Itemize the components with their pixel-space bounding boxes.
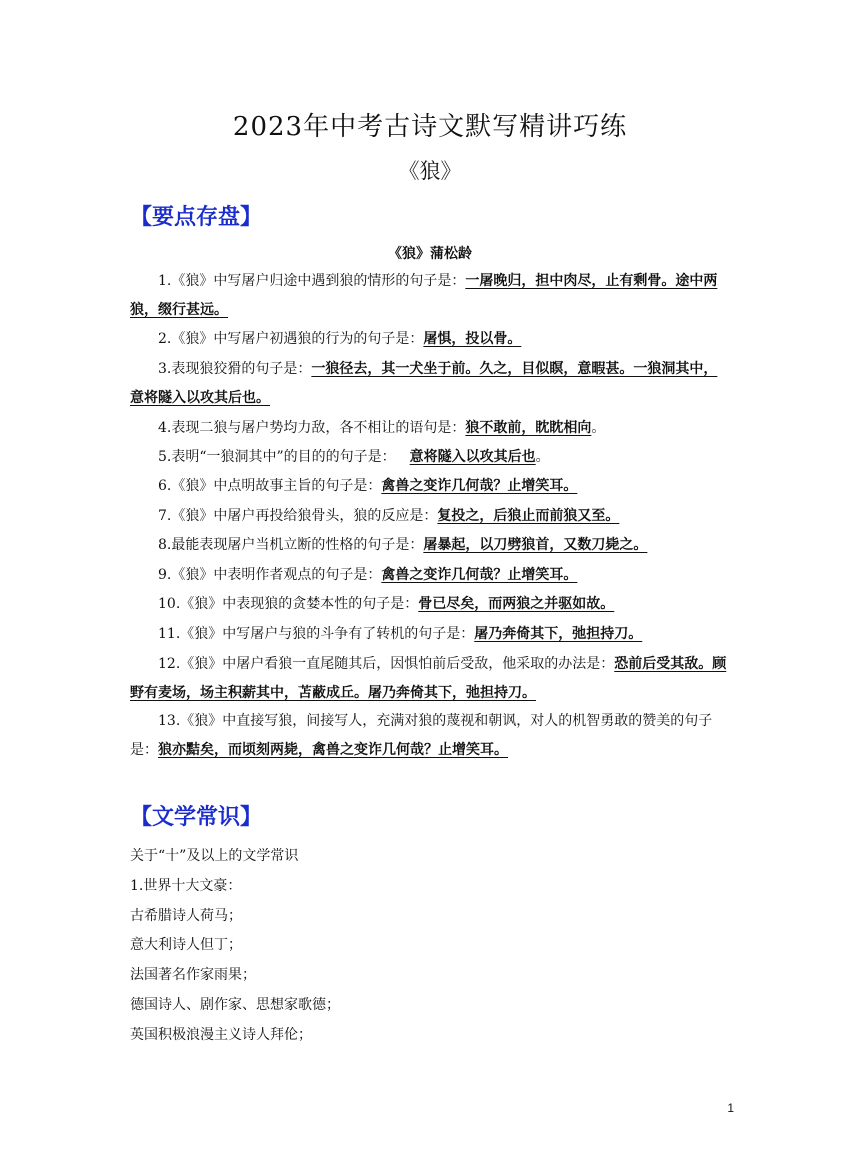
question-item	[130, 650, 730, 708]
question-text: 9.《狼》中表明作者观点的句子是：	[158, 567, 382, 583]
list-item: 英国积极浪漫主义诗人拜伦；	[130, 1026, 312, 1043]
list-item: 1.世界十大文豪：	[130, 877, 242, 894]
answer-text: 狼亦黠矣，而顷刻两毙，禽兽之变诈几何哉？止增笑耳。	[158, 742, 508, 758]
answer-text: 一狼径去，其一犬坐于前。久之，目似瞑，意暇甚。一狼洞其中，意将隧入以攻其后也。	[130, 361, 718, 406]
question-item	[130, 620, 730, 649]
question-item: 5.表明“一狼洞其中”的目的的句子是： 意将隧入以攻其后也。	[158, 449, 550, 465]
question-item: 4.表现二狼与屠户势均力敌，各不相让的语句是：狼不敢前，眈眈相向。	[158, 420, 606, 436]
question-item	[130, 531, 730, 560]
answer-text: 屠乃奔倚其下，弛担持刀。	[474, 626, 643, 642]
question-item	[130, 707, 730, 765]
document-subtitle: 《狼》	[398, 159, 462, 183]
literature-list	[130, 842, 730, 1051]
page-number: 1	[727, 1101, 734, 1115]
question-text: 13.《狼》中直接写狼，间接写人，充满对狼的蔑视和朝讽，对人的机智勇敢的赞美的句子是：	[130, 713, 713, 758]
answer-text: 禽兽之变诈几何哉？止增笑耳。	[381, 567, 578, 583]
answer-text: 屠暴起，以刀劈狼首，又数刀毙之。	[423, 537, 648, 553]
document-title: 2023年中考古诗文默写精讲巧练	[232, 112, 628, 142]
poem-heading: 《狼》蒲松龄	[388, 246, 472, 262]
question-item	[130, 502, 730, 531]
question-text: 3.表现狼狡猾的句子是：	[158, 361, 312, 377]
answer-text: 禽兽之变诈几何哉？止增笑耳。	[381, 478, 578, 494]
list-item: 古希腊诗人荷马；	[130, 907, 242, 924]
question-item	[130, 472, 730, 501]
question-text: 11.《狼》中写屠户与狼的斗争有了转机的句子是：	[158, 626, 475, 642]
question-item	[130, 590, 730, 619]
answer-text: 狼不敢前，眈眈相向	[465, 420, 592, 436]
question-item	[130, 561, 730, 590]
answer-text: 恐前后受其敌。顾野有麦场，场主积薪其中，苫蔽成丘。屠乃奔倚其下，弛担持刀。	[130, 656, 727, 701]
question-text: 12.《狼》中屠户看狼一直尾随其后，因惧怕前后受敌，他采取的办法是：	[158, 656, 615, 672]
answer-text: 骨已尽矣，而两狼之并驱如故。	[418, 596, 615, 612]
question-text: 2.《狼》中写屠户初遇狼的行为的句子是：	[158, 331, 424, 347]
list-item: 德国诗人、剧作家、思想家歌德；	[130, 996, 340, 1013]
question-text: 7.《狼》中屠户再投给狼骨头，狼的反应是：	[158, 508, 438, 524]
answer-text: 屠惧，投以骨。	[423, 331, 522, 347]
list-item: 关于“十”及以上的文学常识	[130, 848, 299, 864]
question-text: 6.《狼》中点明故事主旨的句子是：	[158, 478, 382, 494]
section-heading-key-points: 【要点存盘】	[130, 205, 263, 230]
question-text: 1.《狼》中写屠户归途中遇到狼的情形的句子是：	[158, 273, 466, 289]
list-item: 法国著名作家雨果；	[130, 967, 256, 984]
question-text: 4.表现二狼与屠户势均力敌，各不相让的语句是：	[158, 420, 466, 436]
question-text: 8.最能表现屠户当机立断的性格的句子是：	[158, 537, 424, 553]
question-text: 10.《狼》中表现狼的贪婪本性的句子是：	[158, 596, 419, 612]
question-text: 5.表明“一狼洞其中”的目的的句子是：	[158, 449, 396, 465]
question-item	[130, 325, 730, 354]
section-heading-literature: 【文学常识】	[130, 805, 263, 830]
list-item: 意大利诗人但丁；	[130, 937, 242, 954]
answer-text: 复投之，后狼止而前狼又至。	[437, 508, 620, 524]
answer-text: 意将隧入以攻其后也	[409, 449, 536, 465]
answer-text: 一屠晚归，担中肉尽，止有剩骨。途中两狼，缀行甚远。	[130, 273, 718, 318]
question-item	[130, 355, 730, 413]
question-item	[130, 267, 730, 325]
